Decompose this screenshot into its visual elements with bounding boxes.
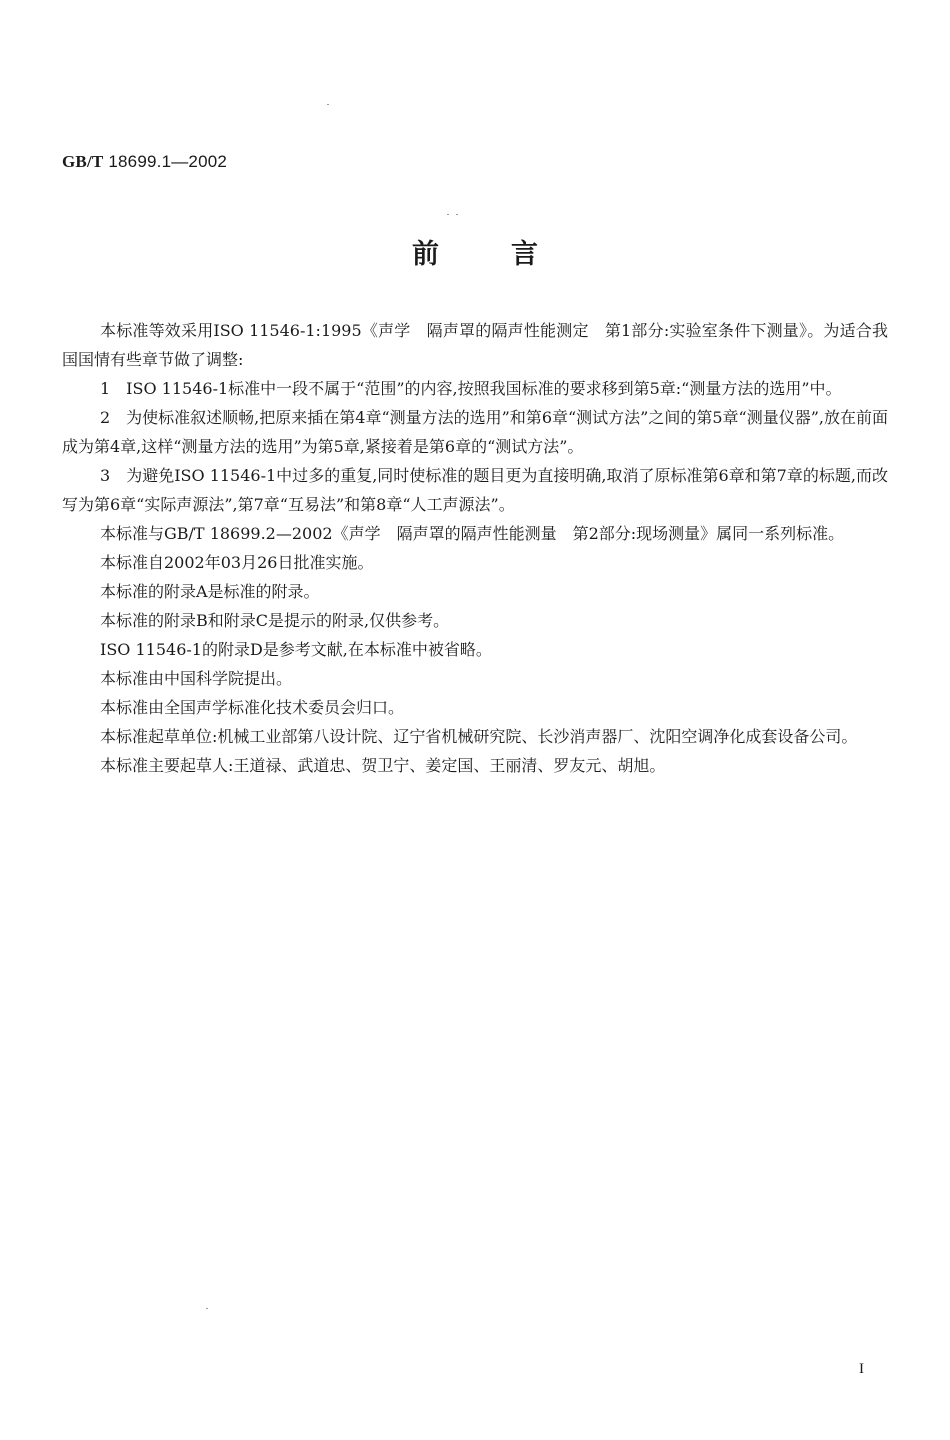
title-char-1: 前 bbox=[412, 239, 439, 270]
paragraph: 2 为使标准叙述顺畅,把原来插在第4章“测量方法的选用”和第6章“测试方法”之间的第5章“测量仪器”,放在前面成为第4章,这样“测量方法的选用”为第5章,紧接着是第6章的“测试方法”。 bbox=[62, 408, 888, 456]
paragraph: 本标准起草单位:机械工业部第八设计院、辽宁省机械研究院、长沙消声器厂、沈阳空调净化成套设备公司。 bbox=[100, 727, 858, 746]
paragraph: ISO 11546-1的附录D是参考文献,在本标准中被省略。 bbox=[100, 640, 492, 659]
paragraph: 本标准等效采用ISO 11546-1:1995《声学 隔声罩的隔声性能测定 第1部分:实验室条件下测量》。为适合我国国情有些章节做了调整: bbox=[62, 321, 888, 369]
paragraph: 本标准由中国科学院提出。 bbox=[100, 669, 293, 688]
scan-speck bbox=[327, 104, 329, 105]
foreword-body bbox=[62, 316, 888, 780]
page-title bbox=[0, 232, 950, 271]
standard-prefix: GB/T bbox=[62, 152, 104, 171]
scan-speck bbox=[447, 214, 449, 215]
paragraph: 本标准的附录B和附录C是提示的附录,仅供参考。 bbox=[100, 611, 450, 630]
paragraph: 本标准主要起草人:王道禄、武道忠、贺卫宁、姜定国、王丽清、罗友元、胡旭。 bbox=[100, 756, 666, 775]
scan-speck bbox=[206, 1308, 208, 1309]
scan-speck bbox=[456, 214, 458, 215]
standard-code bbox=[62, 152, 227, 172]
paragraph: 本标准与GB/T 18699.2—2002《声学 隔声罩的隔声性能测量 第2部分:现场测量》属同一系列标准。 bbox=[100, 524, 845, 543]
paragraph: 本标准自2002年03月26日批准实施。 bbox=[100, 553, 374, 572]
paragraph: 1 ISO 11546-1标准中一段不属于“范围”的内容,按照我国标准的要求移到第5章:“测量方法的选用”中。 bbox=[100, 379, 842, 398]
standard-number: 18699.1—2002 bbox=[108, 152, 228, 171]
paragraph: 本标准由全国声学标准化技术委员会归口。 bbox=[100, 698, 405, 717]
paragraph: 3 为避免ISO 11546-1中过多的重复,同时使标准的题目更为直接明确,取消了原标准第6章和第7章的标题,而改写为第6章“实际声源法”,第7章“互易法”和第8章“人工声源法”。 bbox=[62, 466, 888, 514]
title-char-2: 言 bbox=[511, 239, 538, 270]
paragraph: 本标准的附录A是标准的附录。 bbox=[100, 582, 320, 601]
page-number: I bbox=[859, 1361, 864, 1377]
